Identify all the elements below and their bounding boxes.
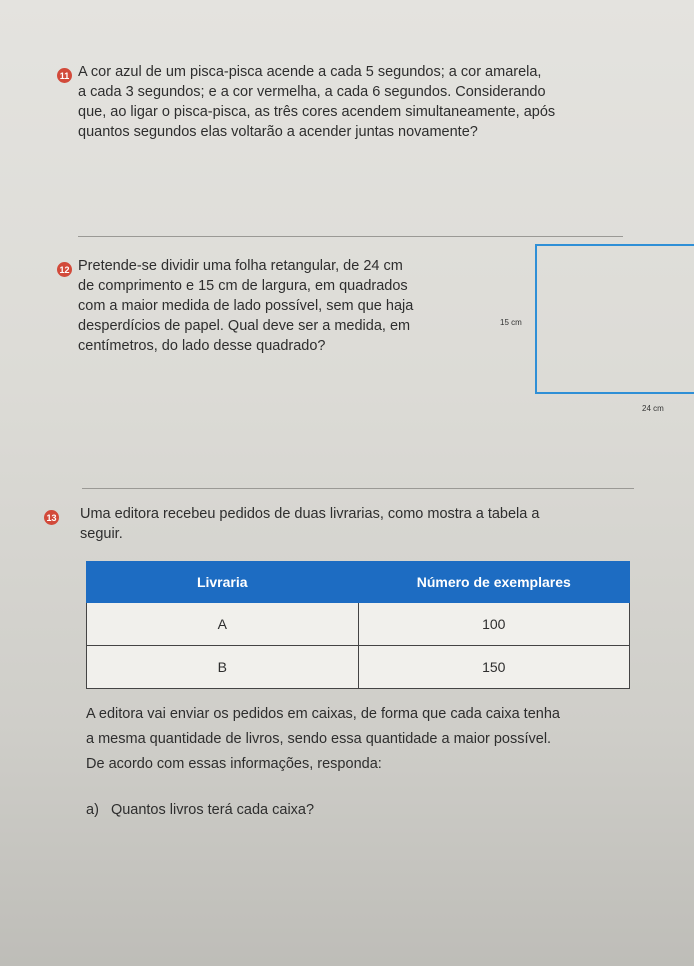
text-line: a mesma quantidade de livros, sendo essa quantidade a maior possível. xyxy=(86,731,552,747)
column-header: Número de exemplares xyxy=(358,562,630,603)
question-13-intro xyxy=(80,504,680,544)
question-11-text xyxy=(78,62,638,142)
text-line: quantos segundos elas voltarão a acender juntas novamente? xyxy=(78,124,478,140)
width-dimension-label: 24 cm xyxy=(642,404,664,413)
question-12-text xyxy=(78,256,498,356)
rectangle-sheet-figure xyxy=(535,244,694,394)
table-row xyxy=(87,603,630,646)
table-row xyxy=(87,646,630,689)
question-number-badge: 13 xyxy=(44,510,59,525)
table-cell: B xyxy=(87,646,359,689)
height-dimension-label: 15 cm xyxy=(500,318,522,327)
text-line: a cada 3 segundos; e a cor vermelha, a cada 6 segundos. Considerando xyxy=(78,84,546,100)
text-line: A cor azul de um pisca-pisca acende a cada 5 segundos; a cor amarela, xyxy=(78,64,542,80)
text-line: De acordo com essas informações, responda: xyxy=(86,756,382,772)
text-line: Uma editora recebeu pedidos de duas livrarias, como mostra a tabela a xyxy=(80,506,540,522)
table-cell: 100 xyxy=(358,603,630,646)
answer-line xyxy=(78,236,623,237)
text-line: Pretende-se dividir uma folha retangular, de 24 cm xyxy=(78,258,403,274)
answer-line xyxy=(82,488,634,489)
sub-question-a xyxy=(86,798,314,823)
table-cell: A xyxy=(87,603,359,646)
text-line: desperdícios de papel. Qual deve ser a medida, em xyxy=(78,318,411,334)
question-number-badge: 11 xyxy=(57,68,72,83)
question-13-context xyxy=(86,702,676,777)
column-header: Livraria xyxy=(87,562,359,603)
question-number-badge: 12 xyxy=(57,262,72,277)
table-header-row xyxy=(87,562,630,603)
item-text: Quantos livros terá cada caixa? xyxy=(110,802,315,818)
item-letter: a) xyxy=(86,802,99,818)
text-line: seguir. xyxy=(80,526,123,542)
text-line: que, ao ligar o pisca-pisca, as três cores acendem simultaneamente, após xyxy=(78,104,556,120)
text-line: de comprimento e 15 cm de largura, em quadrados xyxy=(78,278,408,294)
table-cell: 150 xyxy=(358,646,630,689)
text-line: A editora vai enviar os pedidos em caixas, de forma que cada caixa tenha xyxy=(86,706,560,722)
text-line: com a maior medida de lado possível, sem que haja xyxy=(78,298,414,314)
text-line: centímetros, do lado desse quadrado? xyxy=(78,338,326,354)
orders-table xyxy=(86,561,630,689)
